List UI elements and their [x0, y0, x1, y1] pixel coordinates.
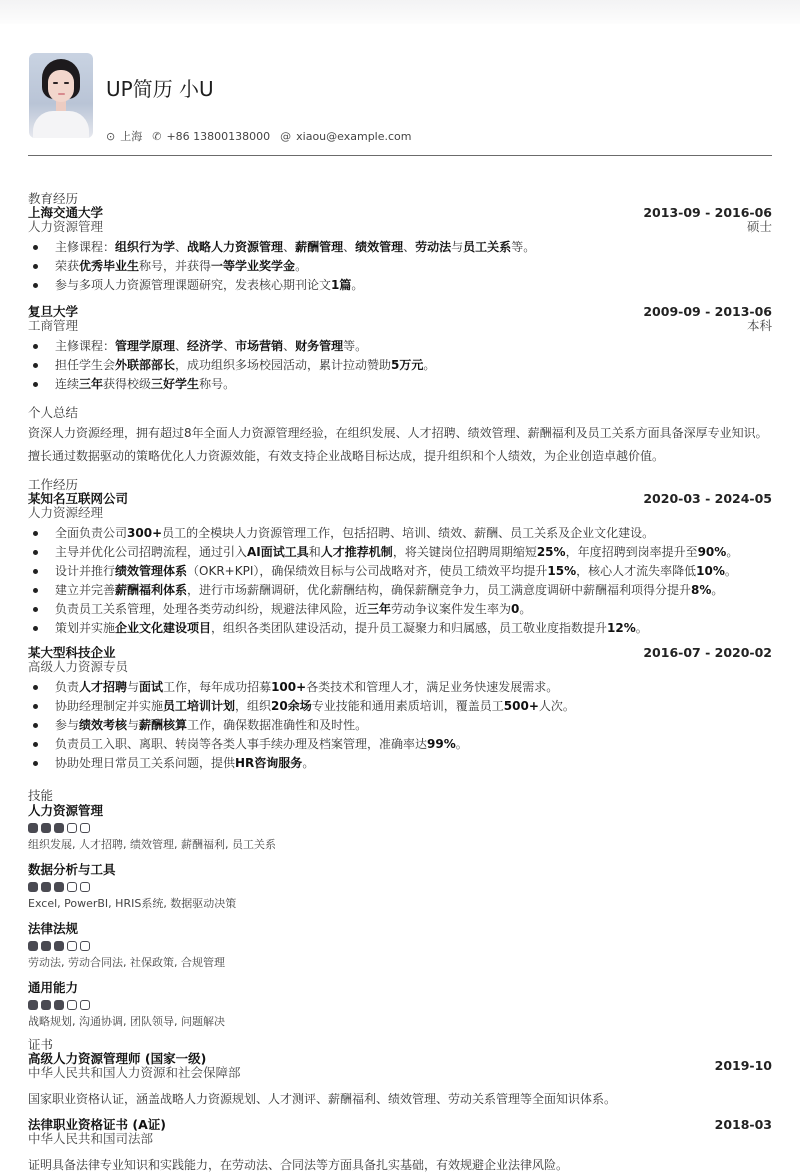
filled-dot-icon — [28, 823, 38, 833]
filled-dot-icon — [28, 941, 38, 951]
bullet-item: 负责员工入职、离职、转岗等各类人事手续办理及档案管理，准确率达99%。 — [28, 735, 772, 754]
contact-location — [106, 128, 142, 144]
resume-header — [28, 24, 772, 156]
bullet-item: 协助处理日常员工关系问题，提供HR咨询服务。 — [28, 754, 772, 773]
empty-dot-icon — [67, 882, 77, 892]
contact-phone — [152, 130, 270, 143]
bullet-item: 负责人才招聘与面试工作，每年成功招募100+各类技术和管理人才，满足业务快速发展需求。 — [28, 678, 772, 697]
skill-list — [28, 803, 772, 1030]
skill-item — [28, 980, 772, 1030]
bullet-item: 全面负责公司300+员工的全模块人力资源管理工作，包括招聘、培训、绩效、薪酬、员工关系及企业文化建设。 — [28, 524, 772, 543]
certificate-name: 法律职业资格证书 (A证) — [28, 1117, 166, 1132]
skill-name: 法律法规 — [28, 921, 79, 936]
empty-dot-icon — [67, 823, 77, 833]
bullet-item: 主导并优化公司招聘流程，通过引入AI面试工具和人才推荐机制，将关键岗位招聘周期缩短25%，年度招聘到岗率提升至90%。 — [28, 543, 772, 562]
bullet-item: 建立并完善薪酬福利体系，进行市场薪酬调研，优化薪酬结构，确保薪酬竞争力，员工满意度调研中薪酬福利项得分提升8%。 — [28, 581, 772, 600]
email-text: xiaou@example.com — [296, 129, 412, 143]
empty-dot-icon — [80, 882, 90, 892]
top-band — [0, 0, 800, 24]
filled-dot-icon — [54, 1000, 64, 1010]
filled-dot-icon — [41, 882, 51, 892]
filled-dot-icon — [28, 882, 38, 892]
school-name: 上海交通大学 — [28, 205, 104, 220]
filled-dot-icon — [28, 1000, 38, 1010]
company-name: 某大型科技企业 — [28, 645, 116, 660]
skill-keywords: Excel, PowerBI, HRIS系统, 数据驱动决策 — [28, 897, 237, 910]
summary-text: 资深人力资源经理，拥有超过8年全面人力资源管理经验，在组织发展、人才招聘、绩效管理、薪酬福利及员工关系方面具备深厚专业知识。擅长通过数据驱动的策略优化人力资源效能，有效支持企业战略目标达成，提升组织和个人绩效，为企业创造卓越价值。 — [28, 426, 768, 463]
resume-page — [0, 24, 800, 1173]
certificate-entry — [28, 1052, 772, 1107]
certificate-description: 证明具备法律专业知识和实践能力，在劳动法、合同法等方面具备扎实基础，有效规避企业法律风险。 — [28, 1158, 569, 1172]
skill-level-rating — [28, 1000, 772, 1010]
date-range: 2016-07 - 2020-02 — [643, 645, 772, 660]
bullet-list — [28, 337, 772, 394]
section-title: 教育经历 — [28, 191, 79, 206]
filled-dot-icon — [41, 941, 51, 951]
skill-item — [28, 803, 772, 853]
skill-level-rating — [28, 882, 772, 892]
certificate-date: 2018-03 — [714, 1117, 772, 1132]
certificate-name: 高级人力资源管理师 (国家一级) — [28, 1051, 207, 1066]
date-range: 2013-09 - 2016-06 — [643, 205, 772, 220]
bullet-item: 协助经理制定并实施员工培训计划，组织20余场专业技能和通用素质培训，覆盖员工500+人次。 — [28, 697, 772, 716]
education-entry — [28, 206, 772, 295]
bullet-list — [28, 524, 772, 638]
bullet-item: 参与多项人力资源管理课题研究，发表核心期刊论文1篇。 — [28, 276, 772, 295]
school-name: 复旦大学 — [28, 304, 79, 319]
bullet-item: 参与绩效考核与薪酬核算工作，确保数据准确性和及时性。 — [28, 716, 772, 735]
filled-dot-icon — [54, 823, 64, 833]
job-title: 高级人力资源专员 — [28, 659, 129, 674]
bullet-item: 主修课程：组织行为学、战略人力资源管理、薪酬管理、绩效管理、劳动法与员工关系等。 — [28, 238, 772, 257]
education-entry — [28, 305, 772, 394]
date-range: 2009-09 - 2013-06 — [643, 304, 772, 319]
bullet-item: 设计并推行绩效管理体系（OKR+KPI），确保绩效目标与公司战略对齐，使员工绩效平均提升15%，核心人才流失率降低10%。 — [28, 562, 772, 581]
education-section — [28, 192, 772, 394]
candidate-name: UP简历 小U — [106, 77, 214, 101]
major: 人力资源管理 — [28, 219, 104, 234]
bullet-item: 主修课程：管理学原理、经济学、市场营销、财务管理等。 — [28, 337, 772, 356]
filled-dot-icon — [54, 882, 64, 892]
skills-section — [28, 789, 772, 1030]
profile-photo — [29, 53, 93, 138]
job-title: 人力资源经理 — [28, 505, 104, 520]
certificate-entry — [28, 1118, 772, 1173]
section-title: 个人总结 — [28, 405, 79, 420]
header-divider — [28, 155, 772, 156]
work-section — [28, 478, 772, 773]
empty-dot-icon — [80, 941, 90, 951]
empty-dot-icon — [80, 1000, 90, 1010]
skill-keywords: 组织发展, 人才招聘, 绩效管理, 薪酬福利, 员工关系 — [28, 838, 276, 851]
phone-icon: ✆ — [152, 129, 162, 143]
skill-name: 数据分析与工具 — [28, 862, 116, 877]
bullet-item: 负责员工关系管理，处理各类劳动纠纷，规避法律风险，近三年劳动争议案件发生率为0。 — [28, 600, 772, 619]
empty-dot-icon — [80, 823, 90, 833]
at-sign-icon: @ — [280, 129, 292, 143]
certificate-issuer: 中华人民共和国人力资源和社会保障部 — [28, 1065, 241, 1080]
certificate-issuer: 中华人民共和国司法部 — [28, 1131, 154, 1146]
skill-level-rating — [28, 823, 772, 833]
summary-section — [28, 406, 772, 468]
filled-dot-icon — [41, 823, 51, 833]
bullet-list — [28, 238, 772, 295]
bullet-list — [28, 678, 772, 773]
skill-keywords: 战略规划, 沟通协调, 团队领导, 问题解决 — [28, 1015, 225, 1028]
empty-dot-icon — [67, 1000, 77, 1010]
company-name: 某知名互联网公司 — [28, 491, 129, 506]
location-text: 上海 — [120, 130, 143, 143]
skill-keywords: 劳动法, 劳动合同法, 社保政策, 合规管理 — [28, 956, 225, 969]
certificate-description: 国家职业资格认证，涵盖战略人力资源规划、人才测评、薪酬福利、绩效管理、劳动关系管理等全面知识体系。 — [28, 1092, 617, 1106]
section-title: 技能 — [28, 788, 54, 803]
section-title: 证书 — [28, 1037, 54, 1052]
phone-text: +86 13800138000 — [166, 129, 271, 143]
work-entry — [28, 646, 772, 773]
work-entry — [28, 492, 772, 638]
filled-dot-icon — [54, 941, 64, 951]
major: 工商管理 — [28, 318, 79, 333]
skill-item — [28, 921, 772, 971]
contact-info — [106, 128, 422, 144]
bullet-item: 策划并实施企业文化建设项目，组织各类团队建设活动，提升员工凝聚力和归属感，员工敬业度指数提升12%。 — [28, 619, 772, 638]
filled-dot-icon — [41, 1000, 51, 1010]
skill-level-rating — [28, 941, 772, 951]
skill-name: 通用能力 — [28, 980, 79, 995]
empty-dot-icon — [67, 941, 77, 951]
section-title: 工作经历 — [28, 477, 79, 492]
date-range: 2020-03 - 2024-05 — [643, 491, 772, 506]
degree: 本科 — [746, 318, 772, 333]
skill-item — [28, 862, 772, 912]
contact-email — [280, 130, 411, 143]
bullet-item: 连续三年获得校级三好学生称号。 — [28, 375, 772, 394]
location-pin-icon: ⊙ — [106, 129, 116, 143]
certificate-date: 2019-10 — [714, 1058, 772, 1073]
certificates-section — [28, 1038, 772, 1173]
bullet-item: 担任学生会外联部部长，成功组织多场校园活动，累计拉动赞助5万元。 — [28, 356, 772, 375]
skill-name: 人力资源管理 — [28, 803, 104, 818]
degree: 硕士 — [746, 219, 772, 234]
bullet-item: 荣获优秀毕业生称号，并获得一等学业奖学金。 — [28, 257, 772, 276]
